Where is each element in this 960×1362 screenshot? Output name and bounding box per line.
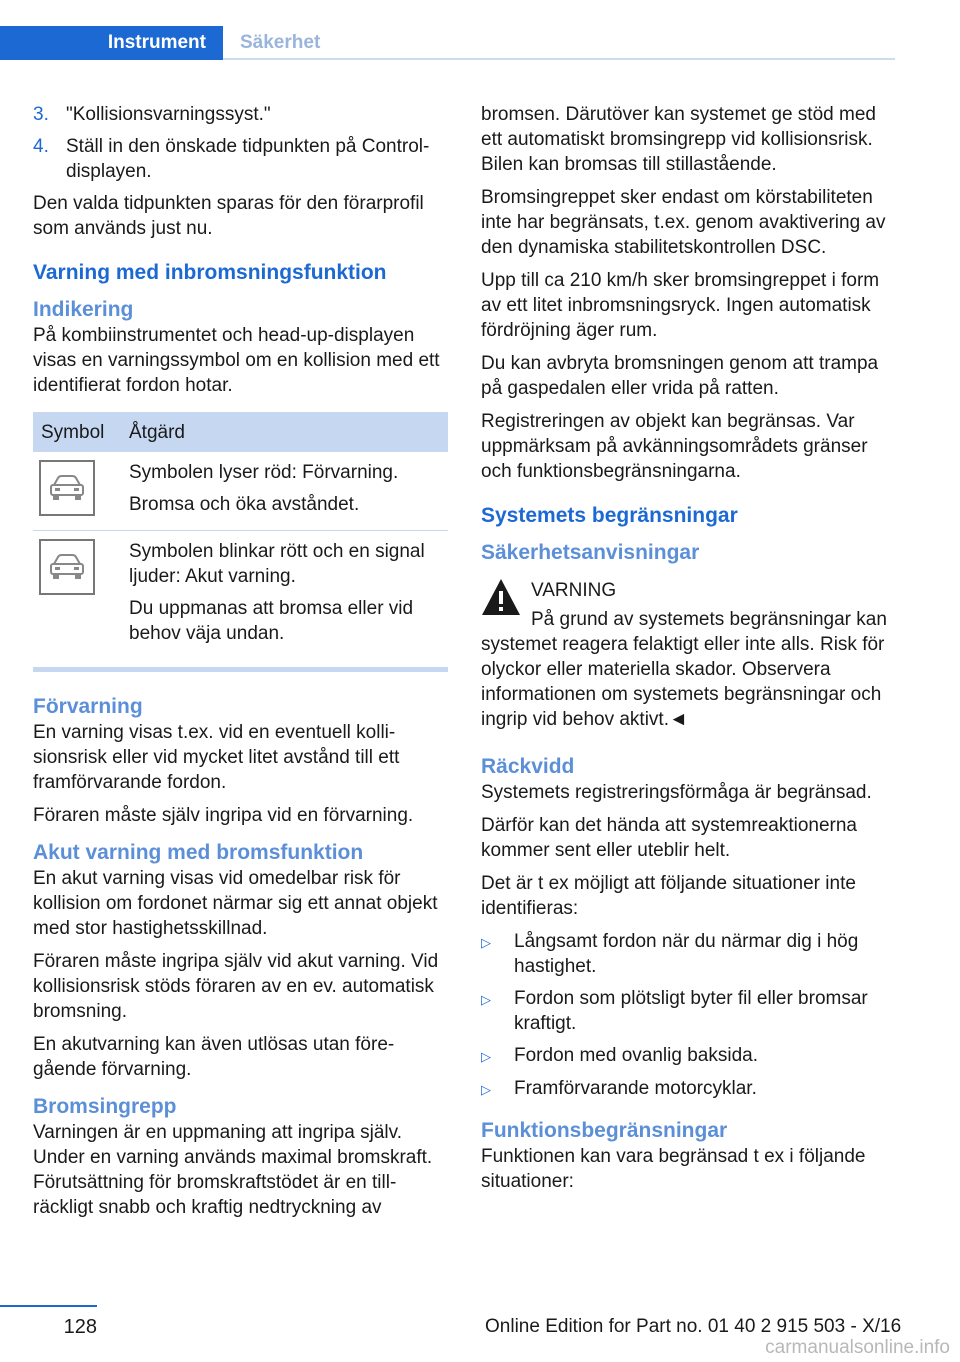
paragraph: Föraren måste själv ingripa vid en förvarning. bbox=[33, 805, 414, 826]
action-line: Symbolen blinkar rött och en signal ljuder: Akut varning. bbox=[129, 541, 425, 587]
heading-forvarning: Förvarning bbox=[33, 695, 143, 718]
bullet-arrow-icon: ▷ bbox=[481, 935, 491, 950]
heading-bromsingrepp: Bromsingrepp bbox=[33, 1095, 177, 1118]
paragraph: Upp till ca 210 km/h sker bromsingreppet i form av ett litet inbromsningsryck. Ingen automatisk fördröjning äger rum. bbox=[481, 270, 880, 341]
paragraph: Registreringen av objekt kan begränsas. Var uppmärksam på avkänningsområdets gränser och funktionsbegränsningarna. bbox=[481, 411, 868, 482]
tab-underline bbox=[223, 58, 895, 60]
bullet-arrow-icon: ▷ bbox=[481, 1049, 491, 1064]
column-header-action: Åtgärd bbox=[121, 412, 448, 452]
symbol-table bbox=[33, 412, 448, 659]
step-3 bbox=[33, 102, 448, 127]
list-item bbox=[481, 986, 897, 1036]
warning-title: VARNING bbox=[531, 580, 617, 601]
warning-triangle-icon bbox=[481, 578, 521, 616]
column-header-symbol: Symbol bbox=[33, 412, 121, 452]
bullet-arrow-icon: ▷ bbox=[481, 1082, 491, 1097]
tab-sakerhet-label: Säkerhet bbox=[240, 32, 321, 53]
paragraph: Det är t ex möjligt att följande situationer inte identifieras: bbox=[481, 873, 856, 919]
paragraph: Bromsingreppet sker endast om körstabiliteten inte har begränsats, t.ex. genom avaktivering av den dynamiska stabilitetskontrollen DSC. bbox=[481, 187, 886, 258]
action-cell bbox=[121, 452, 448, 531]
step-number: 4. bbox=[33, 136, 49, 157]
step-number: 3. bbox=[33, 104, 49, 125]
list-item bbox=[481, 929, 897, 979]
right-column bbox=[481, 102, 897, 1202]
heading-indikering: Indikering bbox=[33, 298, 134, 321]
table-row bbox=[33, 531, 448, 660]
action-line: Bromsa och öka avståndet. bbox=[129, 494, 360, 515]
action-line: Du uppmanas att bromsa eller vid behov väja undan. bbox=[129, 598, 414, 644]
paragraph: En akutvarning kan även utlösas utan föregående förvarning. bbox=[33, 1034, 395, 1080]
tab-instrument[interactable] bbox=[0, 26, 223, 60]
action-cell bbox=[121, 531, 448, 660]
table-bottom-rule bbox=[33, 667, 448, 672]
paragraph: Därför kan det hända att systemreaktionerna kommer sent eller uteblir helt. bbox=[481, 815, 857, 861]
paragraph: Systemets registreringsförmåga är begränsad. bbox=[481, 782, 872, 803]
heading-systemets-begransningar: Systemets begränsningar bbox=[481, 504, 738, 527]
bullet-arrow-icon: ▷ bbox=[481, 992, 491, 1007]
list-item-text: Långsamt fordon när du närmar dig i hög hastighet. bbox=[514, 931, 859, 977]
heading-funktionsbegransningar: Funktionsbegränsningar bbox=[481, 1119, 728, 1142]
step-text: Ställ in den önskade tidpunkten på Control-displayen. bbox=[66, 136, 430, 182]
paragraph: Föraren måste ingripa själv vid akut varning. Vid kollisionsrisk stöds föraren av en ev. automatisk bromsning. bbox=[33, 951, 439, 1022]
heading-akut-varning: Akut varning med bromsfunktion bbox=[33, 841, 364, 864]
paragraph: En varning visas t.ex. vid en eventuell kollisionsrisk eller vid mycket litet avstånd till ett framförvarande fordon. bbox=[33, 722, 400, 793]
list-item bbox=[481, 1043, 897, 1069]
table-header bbox=[33, 412, 448, 452]
heading-rackvidd: Räckvidd bbox=[481, 755, 575, 778]
car-front-warning-icon bbox=[39, 460, 95, 516]
paragraph: bromsen. Därutöver kan systemet ge stöd med ett automatiskt bromsingrepp vid kollisionsrisk. Bilen kan bromsas till stillastående. bbox=[481, 104, 876, 175]
paragraph: Den valda tidpunkten sparas för den förarprofil som används just nu. bbox=[33, 193, 424, 239]
list-item bbox=[481, 1076, 897, 1102]
paragraph: Funktionen kan vara begränsad t ex i följande situationer: bbox=[481, 1146, 866, 1192]
warning-box bbox=[481, 578, 897, 732]
warning-text: På grund av systemets begränsningar kan systemet reagera felaktigt eller inte alls. Risk för olyckor eller materiella skador. Observera informationen om systemets begränsningar och ingrip vid behov aktivt.◄ bbox=[481, 609, 887, 730]
left-column bbox=[33, 102, 448, 1228]
step-4 bbox=[33, 134, 448, 184]
paragraph: Varningen är en uppmaning att ingripa själv. Under en varning används maximal bromskraft. Förutsättning för bromskraftstödet är en tillräckligt snabb och kraftig nedtryckning av bbox=[33, 1122, 433, 1218]
car-front-warning-icon bbox=[39, 539, 95, 595]
list-item-text: Fordon med ovanlig baksida. bbox=[514, 1045, 758, 1066]
table-row bbox=[33, 452, 448, 531]
heading-sakerhetsanvisningar: Säkerhetsanvisningar bbox=[481, 541, 700, 564]
edition-footer: Online Edition for Part no. 01 40 2 915 503 - X/16 bbox=[485, 1316, 902, 1337]
page-number: 128 bbox=[63, 1316, 97, 1338]
icon-cell bbox=[33, 452, 121, 531]
step-text: "Kollisionsvarningssyst." bbox=[66, 104, 271, 125]
watermark: carmanualsonline.info bbox=[765, 1337, 950, 1358]
paragraph: En akut varning visas vid omedelbar risk för kollision om fordonet närmar sig ett annat objekt med stor hastighetsskillnad. bbox=[33, 868, 438, 939]
section-tabs bbox=[0, 26, 895, 60]
tab-instrument-label: Instrument bbox=[107, 32, 206, 53]
action-line: Symbolen lyser röd: Förvarning. bbox=[129, 462, 399, 483]
tab-sakerhet[interactable] bbox=[240, 26, 320, 60]
paragraph: På kombiinstrumentet och head-up-displayen visas en varningssymbol om en kollision med ett identifierat fordon hotar. bbox=[33, 325, 440, 396]
list-item-text: Fordon som plötsligt byter fil eller bromsar kraftigt. bbox=[514, 988, 868, 1034]
page-number-rule bbox=[0, 1305, 97, 1307]
icon-cell bbox=[33, 531, 121, 660]
list-item-text: Framförvarande motorcyklar. bbox=[514, 1078, 757, 1099]
heading-varning: Varning med inbromsningsfunktion bbox=[33, 261, 387, 284]
paragraph: Du kan avbryta bromsningen genom att trampa på gaspedalen eller vrida på ratten. bbox=[481, 353, 879, 399]
